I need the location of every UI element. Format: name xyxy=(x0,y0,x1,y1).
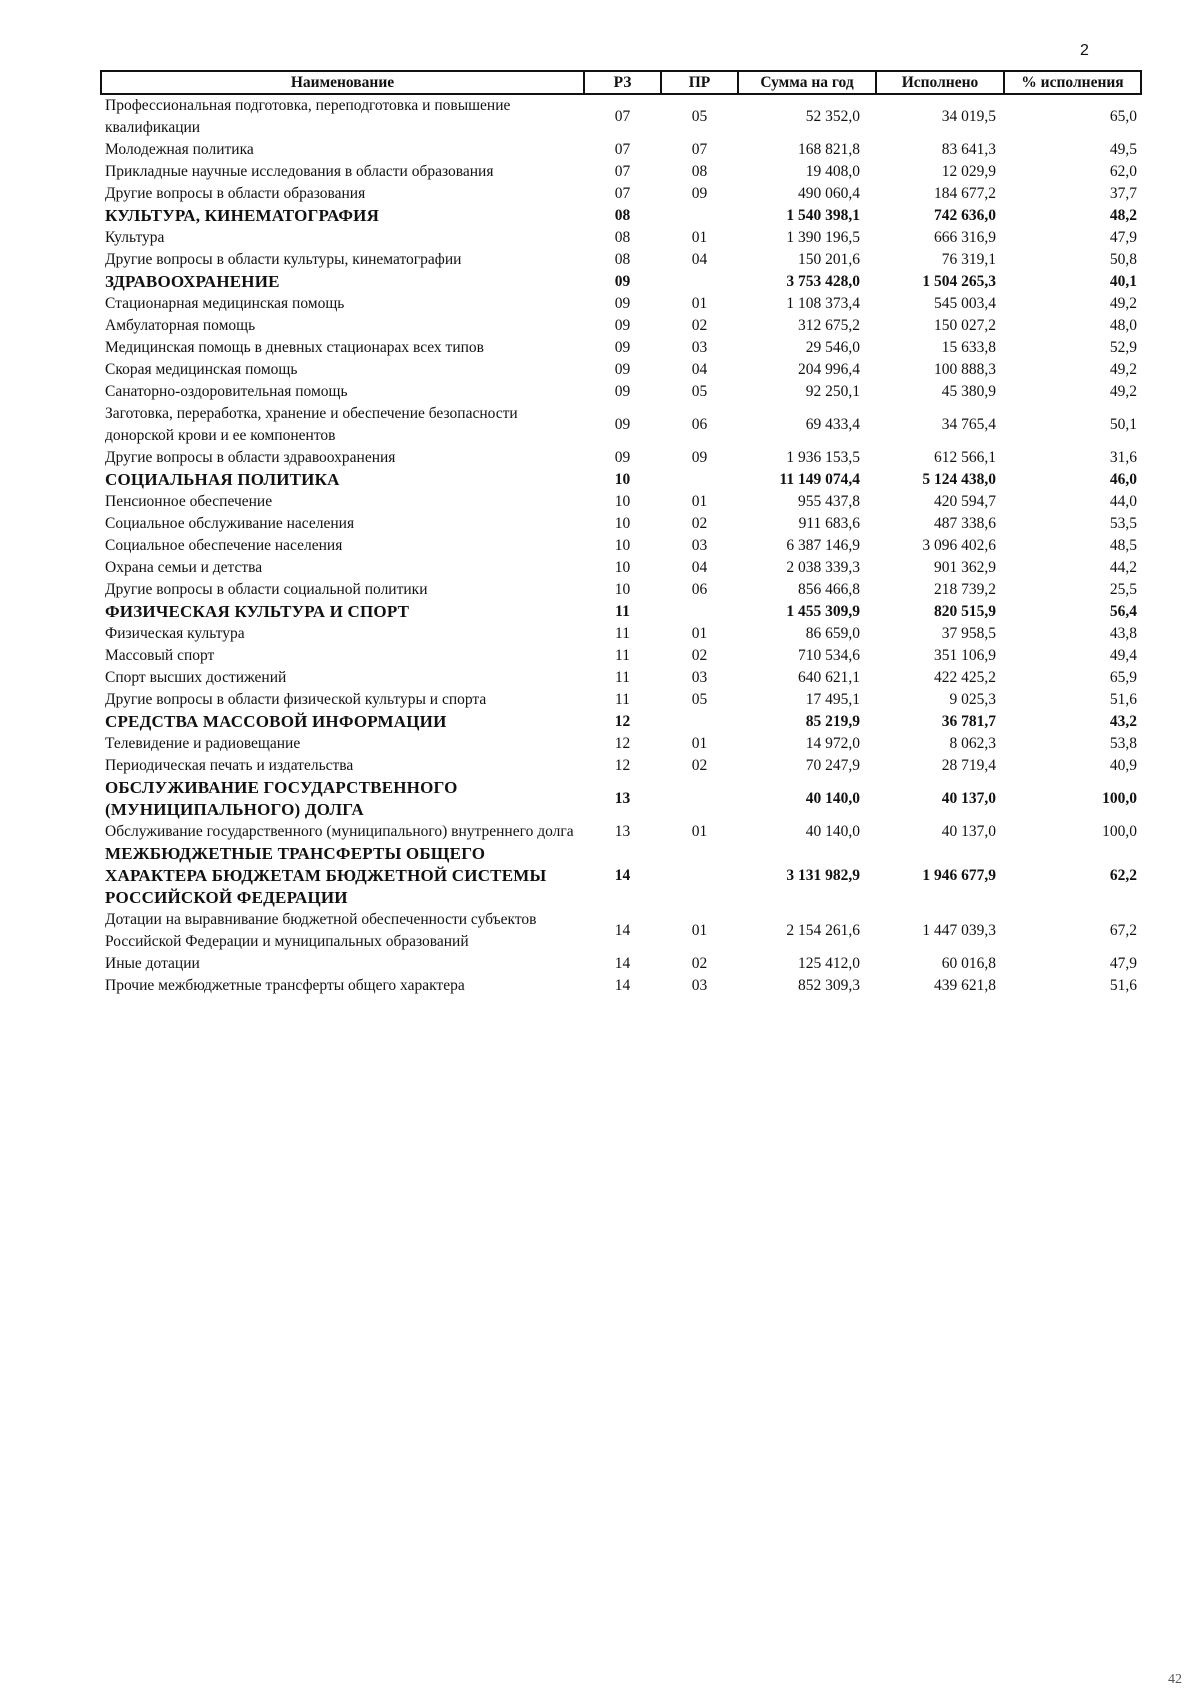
cell-sum: 1 108 373,4 xyxy=(786,295,860,312)
cell-pr: 04 xyxy=(691,361,708,378)
cell-percent: 48,2 xyxy=(1109,207,1137,224)
cell-sum: 955 437,8 xyxy=(798,493,860,510)
cell-pr: 02 xyxy=(691,757,708,774)
cell-rz: 13 xyxy=(614,790,631,807)
cell-percent: 49,2 xyxy=(1109,295,1137,312)
table-row xyxy=(101,403,1141,447)
cell-sum: 86 659,0 xyxy=(805,625,860,642)
cell-percent: 50,1 xyxy=(1109,416,1137,433)
cell-name: Профессиональная подготовка, переподготовка и повышение квалификации xyxy=(105,97,511,136)
cell-name: Массовый спорт xyxy=(105,647,215,664)
cell-name: Охрана семьи и детства xyxy=(105,559,263,576)
cell-sum: 204 996,4 xyxy=(798,361,860,378)
cell-rz: 09 xyxy=(614,295,631,312)
section-row xyxy=(101,843,1141,909)
cell-rz: 08 xyxy=(614,251,631,268)
cell-executed: 1 946 677,9 xyxy=(922,867,996,884)
cell-name: Прочие межбюджетные трансферты общего характера xyxy=(105,977,465,994)
cell-executed: 1 447 039,3 xyxy=(922,922,996,939)
cell-rz: 13 xyxy=(614,823,631,840)
section-row xyxy=(101,271,1141,293)
cell-rz: 11 xyxy=(615,603,630,620)
cell-rz: 14 xyxy=(614,922,631,939)
cell-executed: 420 594,7 xyxy=(934,493,996,510)
cell-percent: 37,7 xyxy=(1109,185,1137,202)
cell-sum: 1 540 398,1 xyxy=(786,207,860,224)
cell-sum: 92 250,1 xyxy=(805,383,860,400)
cell-pr: 01 xyxy=(691,493,708,510)
cell-name: Другие вопросы в области здравоохранения xyxy=(105,449,396,466)
cell-percent: 51,6 xyxy=(1109,691,1137,708)
cell-rz: 08 xyxy=(614,229,631,246)
cell-percent: 49,4 xyxy=(1109,647,1137,664)
cell-name: Пенсионное обеспечение xyxy=(105,493,273,510)
cell-sum: 1 455 309,9 xyxy=(786,603,860,620)
cell-percent: 46,0 xyxy=(1109,471,1137,488)
cell-rz: 14 xyxy=(614,955,631,972)
cell-pr: 03 xyxy=(691,669,708,686)
cell-percent: 51,6 xyxy=(1109,977,1137,994)
cell-sum: 710 534,6 xyxy=(798,647,860,664)
cell-percent: 67,2 xyxy=(1109,922,1137,939)
cell-percent: 62,2 xyxy=(1109,867,1137,884)
cell-pr xyxy=(661,711,738,733)
cell-sum: 856 466,8 xyxy=(798,581,860,598)
cell-sum: 640 621,1 xyxy=(798,669,860,686)
cell-executed: 1 504 265,3 xyxy=(922,273,996,290)
cell-pr: 04 xyxy=(691,559,708,576)
header-name: Наименование xyxy=(101,71,584,94)
cell-executed: 15 633,8 xyxy=(941,339,996,356)
cell-pr: 06 xyxy=(691,416,708,433)
cell-name: ЗДРАВООХРАНЕНИЕ xyxy=(105,272,280,291)
table-row xyxy=(101,491,1141,513)
cell-executed: 45 380,9 xyxy=(941,383,996,400)
cell-rz: 12 xyxy=(614,713,631,730)
cell-name: КУЛЬТУРА, КИНЕМАТОГРАФИЯ xyxy=(105,206,380,225)
cell-sum: 14 972,0 xyxy=(805,735,860,752)
cell-executed: 5 124 438,0 xyxy=(922,471,996,488)
cell-rz: 08 xyxy=(614,207,631,224)
cell-name: Стационарная медицинская помощь xyxy=(105,295,345,312)
header-rz: РЗ xyxy=(584,71,661,94)
cell-pr: 07 xyxy=(691,141,708,158)
table-row xyxy=(101,623,1141,645)
cell-sum: 490 060,4 xyxy=(798,185,860,202)
cell-name: Заготовка, переработка, хранение и обеспечение безопасности донорской крови и ее компонентов xyxy=(105,405,518,444)
cell-sum: 2 038 339,3 xyxy=(786,559,860,576)
cell-name: Санаторно-оздоровительная помощь xyxy=(105,383,348,400)
cell-rz: 11 xyxy=(615,691,630,708)
table-row xyxy=(101,755,1141,777)
section-row xyxy=(101,469,1141,491)
table-row xyxy=(101,359,1141,381)
cell-executed: 422 425,2 xyxy=(934,669,996,686)
cell-executed: 439 621,8 xyxy=(934,977,996,994)
cell-percent: 53,8 xyxy=(1109,735,1137,752)
cell-executed: 545 003,4 xyxy=(934,295,996,312)
cell-executed: 12 029,9 xyxy=(941,163,996,180)
cell-pr xyxy=(661,469,738,491)
cell-sum: 52 352,0 xyxy=(805,108,860,125)
table-row xyxy=(101,293,1141,315)
cell-sum: 1 390 196,5 xyxy=(786,229,860,246)
cell-executed: 60 016,8 xyxy=(941,955,996,972)
table-row xyxy=(101,315,1141,337)
cell-name: Другие вопросы в области образования xyxy=(105,185,366,202)
cell-sum: 2 154 261,6 xyxy=(786,922,860,939)
cell-sum: 69 433,4 xyxy=(805,416,860,433)
table-row xyxy=(101,733,1141,755)
cell-name: Другие вопросы в области социальной политики xyxy=(105,581,428,598)
cell-rz: 14 xyxy=(614,867,631,884)
cell-sum: 70 247,9 xyxy=(805,757,860,774)
cell-pr xyxy=(661,601,738,623)
cell-pr: 01 xyxy=(691,625,708,642)
cell-pr: 05 xyxy=(691,383,708,400)
cell-pr xyxy=(661,271,738,293)
table-row xyxy=(101,94,1141,139)
cell-rz: 09 xyxy=(614,339,631,356)
cell-percent: 65,9 xyxy=(1109,669,1137,686)
cell-rz: 11 xyxy=(615,625,630,642)
table-row xyxy=(101,139,1141,161)
cell-executed: 9 025,3 xyxy=(949,691,996,708)
cell-executed: 100 888,3 xyxy=(934,361,996,378)
cell-rz: 10 xyxy=(614,559,631,576)
cell-pr xyxy=(661,205,738,227)
cell-rz: 10 xyxy=(614,537,631,554)
table-row xyxy=(101,161,1141,183)
cell-percent: 44,2 xyxy=(1109,559,1137,576)
cell-pr: 01 xyxy=(691,229,708,246)
cell-percent: 49,2 xyxy=(1109,383,1137,400)
cell-pr xyxy=(661,843,738,909)
header-executed: Исполнено xyxy=(876,71,1004,94)
cell-executed: 184 677,2 xyxy=(934,185,996,202)
cell-percent: 48,5 xyxy=(1109,537,1137,554)
cell-rz: 07 xyxy=(614,108,631,125)
cell-rz: 09 xyxy=(614,416,631,433)
cell-executed: 351 106,9 xyxy=(934,647,996,664)
cell-name: Социальное обслуживание населения xyxy=(105,515,355,532)
cell-rz: 12 xyxy=(614,735,631,752)
cell-percent: 49,2 xyxy=(1109,361,1137,378)
cell-pr: 02 xyxy=(691,647,708,664)
table-row xyxy=(101,535,1141,557)
cell-pr: 01 xyxy=(691,735,708,752)
cell-percent: 50,8 xyxy=(1109,251,1137,268)
cell-executed: 37 958,5 xyxy=(941,625,996,642)
cell-sum: 40 140,0 xyxy=(805,790,860,807)
cell-sum: 29 546,0 xyxy=(805,339,860,356)
table-row xyxy=(101,513,1141,535)
cell-rz: 10 xyxy=(614,493,631,510)
cell-name: Физическая культура xyxy=(105,625,245,642)
cell-name: Дотации на выравнивание бюджетной обеспеченности субъектов Российской Федерации и муниципальных образований xyxy=(105,911,537,950)
cell-percent: 44,0 xyxy=(1109,493,1137,510)
cell-sum: 6 387 146,9 xyxy=(786,537,860,554)
cell-executed: 901 362,9 xyxy=(934,559,996,576)
margin-handwritten-mark: 42 xyxy=(1168,1672,1182,1687)
table-row xyxy=(101,579,1141,601)
cell-percent: 62,0 xyxy=(1109,163,1137,180)
cell-executed: 83 641,3 xyxy=(941,141,996,158)
cell-pr: 03 xyxy=(691,977,708,994)
cell-sum: 19 408,0 xyxy=(805,163,860,180)
cell-pr: 03 xyxy=(691,537,708,554)
cell-name: СОЦИАЛЬНАЯ ПОЛИТИКА xyxy=(105,470,340,489)
table-row xyxy=(101,447,1141,469)
cell-rz: 07 xyxy=(614,141,631,158)
cell-rz: 11 xyxy=(615,669,630,686)
cell-name: СРЕДСТВА МАССОВОЙ ИНФОРМАЦИИ xyxy=(105,712,447,731)
cell-percent: 40,1 xyxy=(1109,273,1137,290)
cell-pr: 01 xyxy=(691,823,708,840)
cell-executed: 76 319,1 xyxy=(941,251,996,268)
table-body xyxy=(101,94,1141,997)
table-header xyxy=(101,71,1141,94)
cell-sum: 1 936 153,5 xyxy=(786,449,860,466)
cell-pr: 09 xyxy=(691,449,708,466)
table-row xyxy=(101,909,1141,953)
cell-executed: 40 137,0 xyxy=(941,790,996,807)
cell-executed: 487 338,6 xyxy=(934,515,996,532)
cell-sum: 40 140,0 xyxy=(805,823,860,840)
table-row xyxy=(101,557,1141,579)
page-number: 2 xyxy=(1080,42,1089,59)
cell-percent: 56,4 xyxy=(1109,603,1137,620)
table-row xyxy=(101,821,1141,843)
table-header-row xyxy=(101,71,1141,94)
cell-rz: 07 xyxy=(614,185,631,202)
cell-percent: 49,5 xyxy=(1109,141,1137,158)
header-pr: ПР xyxy=(661,71,738,94)
cell-percent: 48,0 xyxy=(1109,317,1137,334)
cell-percent: 47,9 xyxy=(1109,229,1137,246)
cell-percent: 40,9 xyxy=(1109,757,1137,774)
cell-executed: 3 096 402,6 xyxy=(922,537,996,554)
section-row xyxy=(101,205,1141,227)
cell-rz: 09 xyxy=(614,273,631,290)
cell-pr: 01 xyxy=(691,922,708,939)
cell-percent: 43,8 xyxy=(1109,625,1137,642)
cell-executed: 34 019,5 xyxy=(941,108,996,125)
cell-name: Другие вопросы в области культуры, кинематографии xyxy=(105,251,462,268)
cell-name: Прикладные научные исследования в области образования xyxy=(105,163,494,180)
cell-pr: 08 xyxy=(691,163,708,180)
cell-name: Медицинская помощь в дневных стационарах всех типов xyxy=(105,339,484,356)
cell-rz: 14 xyxy=(614,977,631,994)
cell-executed: 8 062,3 xyxy=(949,735,996,752)
cell-executed: 28 719,4 xyxy=(941,757,996,774)
section-row xyxy=(101,711,1141,733)
cell-sum: 3 753 428,0 xyxy=(786,273,860,290)
cell-pr xyxy=(661,777,738,821)
cell-name: Иные дотации xyxy=(105,955,200,972)
cell-name: Молодежная политика xyxy=(105,141,254,158)
cell-sum: 168 821,8 xyxy=(798,141,860,158)
cell-executed: 36 781,7 xyxy=(941,713,996,730)
cell-name: Амбулаторная помощь xyxy=(105,317,256,334)
cell-rz: 09 xyxy=(614,449,631,466)
cell-executed: 40 137,0 xyxy=(941,823,996,840)
table-row xyxy=(101,249,1141,271)
cell-name: ОБСЛУЖИВАНИЕ ГОСУДАРСТВЕННОГО (МУНИЦИПАЛЬНОГО) ДОЛГА xyxy=(105,778,458,819)
cell-name: Телевидение и радиовещание xyxy=(105,735,301,752)
cell-pr: 03 xyxy=(691,339,708,356)
cell-percent: 43,2 xyxy=(1109,713,1137,730)
cell-percent: 65,0 xyxy=(1109,108,1137,125)
cell-percent: 100,0 xyxy=(1102,823,1137,840)
cell-executed: 742 636,0 xyxy=(934,207,996,224)
cell-rz: 10 xyxy=(614,471,631,488)
cell-executed: 612 566,1 xyxy=(934,449,996,466)
cell-sum: 852 309,3 xyxy=(798,977,860,994)
cell-name: Социальное обеспечение населения xyxy=(105,537,343,554)
cell-rz: 09 xyxy=(614,317,631,334)
cell-executed: 150 027,2 xyxy=(934,317,996,334)
cell-name: Обслуживание государственного (муниципального) внутреннего долга xyxy=(105,823,574,840)
cell-percent: 52,9 xyxy=(1109,339,1137,356)
table-row xyxy=(101,689,1141,711)
cell-rz: 10 xyxy=(614,515,631,532)
cell-percent: 47,9 xyxy=(1109,955,1137,972)
cell-sum: 911 683,6 xyxy=(798,515,860,532)
table-row xyxy=(101,667,1141,689)
budget-execution-table xyxy=(100,70,1142,997)
table-row xyxy=(101,337,1141,359)
cell-pr: 04 xyxy=(691,251,708,268)
cell-sum: 17 495,1 xyxy=(805,691,860,708)
cell-executed: 820 515,9 xyxy=(934,603,996,620)
cell-executed: 666 316,9 xyxy=(934,229,996,246)
table-row xyxy=(101,953,1141,975)
header-sum: Сумма на год xyxy=(738,71,876,94)
cell-percent: 31,6 xyxy=(1109,449,1137,466)
cell-rz: 11 xyxy=(615,647,630,664)
cell-pr: 01 xyxy=(691,295,708,312)
cell-pr: 09 xyxy=(691,185,708,202)
header-percent: % исполнения xyxy=(1004,71,1141,94)
cell-pr: 02 xyxy=(691,515,708,532)
cell-executed: 34 765,4 xyxy=(941,416,996,433)
cell-name: Периодическая печать и издательства xyxy=(105,757,354,774)
cell-percent: 100,0 xyxy=(1102,790,1137,807)
cell-sum: 312 675,2 xyxy=(798,317,860,334)
cell-percent: 25,5 xyxy=(1109,581,1137,598)
cell-pr: 02 xyxy=(691,317,708,334)
table-row xyxy=(101,381,1141,403)
section-row xyxy=(101,777,1141,821)
cell-rz: 07 xyxy=(614,163,631,180)
table-row xyxy=(101,975,1141,997)
cell-percent: 53,5 xyxy=(1109,515,1137,532)
cell-name: Спорт высших достижений xyxy=(105,669,287,686)
cell-name: Скорая медицинская помощь xyxy=(105,361,298,378)
cell-name: Культура xyxy=(105,229,165,246)
cell-sum: 125 412,0 xyxy=(798,955,860,972)
cell-rz: 09 xyxy=(614,361,631,378)
cell-pr: 02 xyxy=(691,955,708,972)
cell-sum: 11 149 074,4 xyxy=(779,471,860,488)
cell-pr: 05 xyxy=(691,691,708,708)
cell-sum: 85 219,9 xyxy=(805,713,860,730)
cell-name: Другие вопросы в области физической культуры и спорта xyxy=(105,691,487,708)
table-row xyxy=(101,183,1141,205)
cell-pr: 05 xyxy=(691,108,708,125)
cell-name: МЕЖБЮДЖЕТНЫЕ ТРАНСФЕРТЫ ОБЩЕГО ХАРАКТЕРА БЮДЖЕТАМ БЮДЖЕТНОЙ СИСТЕМЫ РОССИЙСКОЙ ФЕДЕРАЦИИ xyxy=(105,844,547,907)
cell-executed: 218 739,2 xyxy=(934,581,996,598)
cell-sum: 3 131 982,9 xyxy=(786,867,860,884)
section-row xyxy=(101,601,1141,623)
cell-rz: 12 xyxy=(614,757,631,774)
cell-pr: 06 xyxy=(691,581,708,598)
cell-rz: 09 xyxy=(614,383,631,400)
cell-rz: 10 xyxy=(614,581,631,598)
table-row xyxy=(101,227,1141,249)
table-row xyxy=(101,645,1141,667)
cell-sum: 150 201,6 xyxy=(798,251,860,268)
cell-name: ФИЗИЧЕСКАЯ КУЛЬТУРА И СПОРТ xyxy=(105,602,410,621)
